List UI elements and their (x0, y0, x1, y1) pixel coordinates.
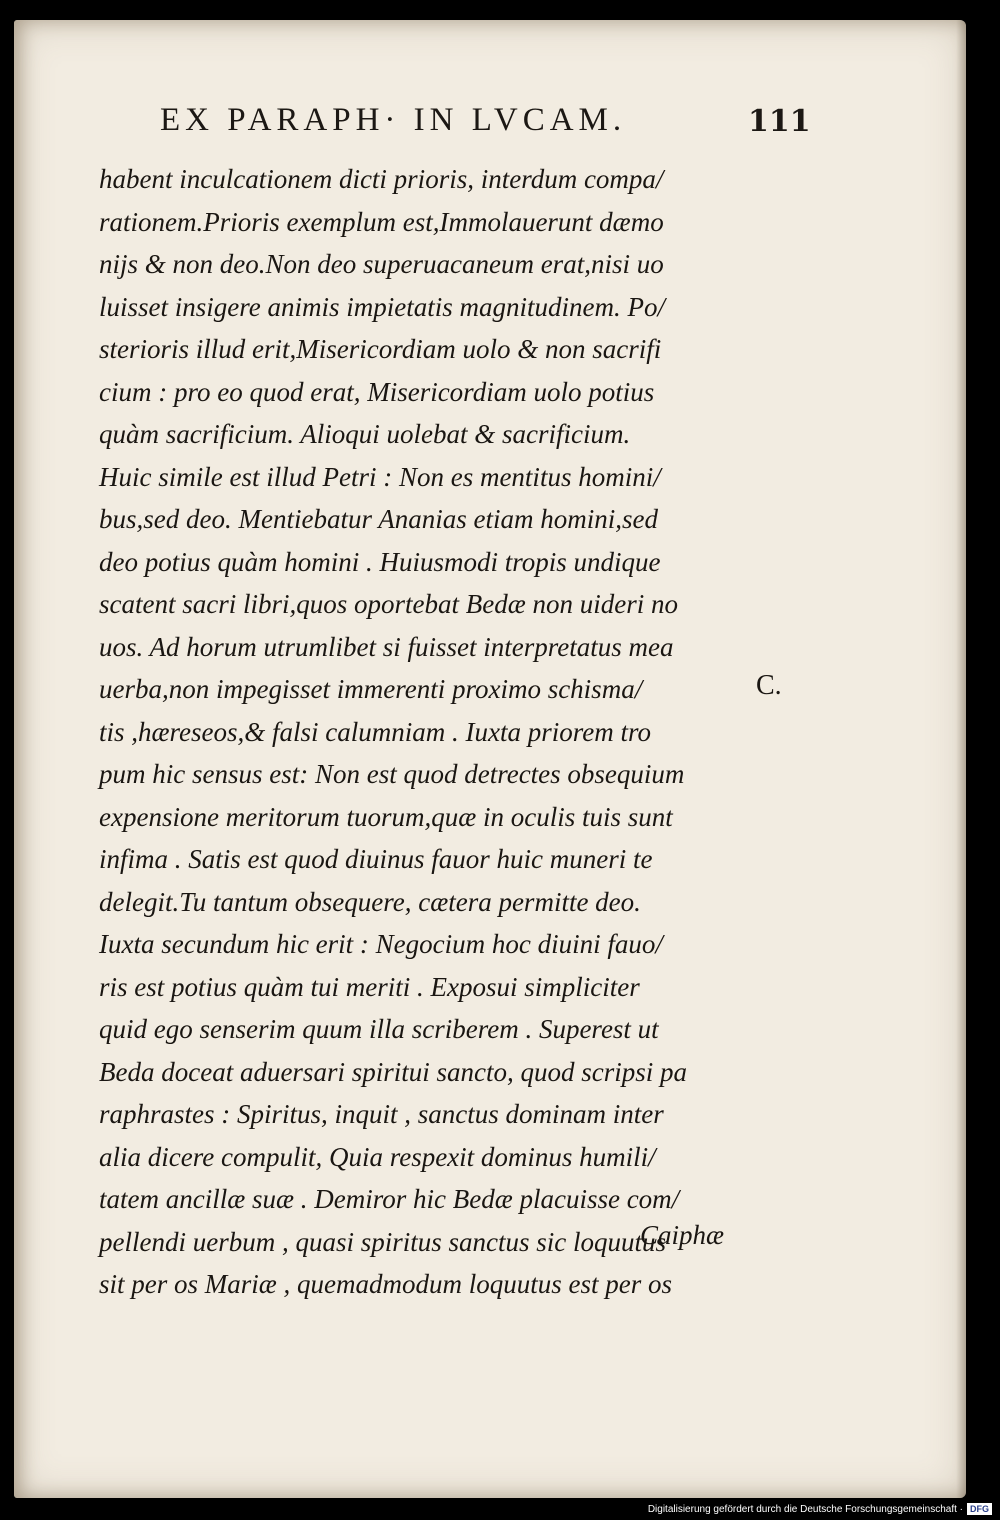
text-line: cium : pro eo quod erat, Misericordiam uolo potius (99, 376, 655, 407)
text-line: raphrastes : Spiritus, inquit , sanctus dominam inter (99, 1099, 664, 1129)
text-line: ris est potius quàm tui meriti . Exposui simpliciter (99, 971, 640, 1002)
text-line: scatent sacri libri,quos oportebat Bedæ non uideri no (99, 589, 678, 619)
text-line: pum hic sensus est: Non est quod detrectes obsequium (99, 759, 685, 789)
text-line: tis ,hæreseos,& falsi calumniam . Iuxta priorem tro (99, 716, 651, 747)
text-line: infima . Satis est quod diuinus fauor huic muneri te (99, 844, 653, 874)
text-line: rationem.Prioris exemplum est,Immolauerunt dæmo (99, 206, 664, 237)
text-line: deo potius quàm homini . Huiusmodi tropis undique (99, 546, 661, 577)
text-line: tatem ancillæ suæ . Demiror hic Bedæ placuisse com/ (99, 1184, 680, 1214)
text-line: quàm sacrificium. Alioqui uolebat & sacrificium. (99, 419, 631, 449)
book-page (14, 20, 966, 1498)
text-line: sterioris illud erit,Misericordiam uolo & non sacrifi (99, 334, 662, 364)
text-line: uerba,non impegisset immerenti proximo schisma/ (99, 674, 643, 704)
text-line: sit per os Mariæ , quemadmodum loquutus est per os (99, 1269, 672, 1299)
text-line: Iuxta secundum hic erit : Negocium hoc diuini fauo/ (99, 929, 663, 959)
text-line: delegit.Tu tantum obsequere, cætera permitte deo. (99, 886, 641, 917)
main-text-block (99, 158, 759, 1306)
text-line: alia dicere compulit, Quia respexit dominus humili/ (99, 1141, 656, 1172)
running-head: EX PARAPH· IN LVCAM. (160, 102, 627, 138)
folio-number: 111 (748, 104, 811, 139)
text-line: Huic simile est illud Petri : Non es mentitus homini/ (99, 461, 661, 492)
margin-section-mark: C. (756, 670, 782, 701)
dfg-logo-icon: DFG (967, 1503, 992, 1515)
text-line: expensione meritorum tuorum,quæ in oculis tuis sunt (99, 801, 673, 832)
credit-text: Digitalisierung gefördert durch die Deutsche Forschungsgemeinschaft · (647, 1503, 963, 1515)
text-line: nijs & non deo.Non deo superuacaneum erat,nisi uo (99, 249, 664, 279)
text-line: Beda doceat aduersari spiritui sancto, quod scripsi pa (99, 1056, 687, 1087)
text-line: habent inculcationem dicti prioris, interdum compa/ (99, 164, 664, 194)
digitization-credit (648, 1500, 992, 1518)
text-line: bus,sed deo. Mentiebatur Ananias etiam homini,sed (99, 504, 658, 534)
catchword: Caiphæ (640, 1220, 725, 1250)
text-line: pellendi uerbum , quasi spiritus sanctus sic loquutus (99, 1226, 666, 1257)
text-line: luisset insigere animis impietatis magnitudinem. Po/ (99, 291, 665, 322)
text-line: uos. Ad horum utrumlibet si fuisset interpretatus mea (99, 631, 674, 662)
text-line: quid ego senserim quum illa scriberem . Superest ut (99, 1014, 659, 1044)
page-edge-shadow (956, 20, 966, 1498)
